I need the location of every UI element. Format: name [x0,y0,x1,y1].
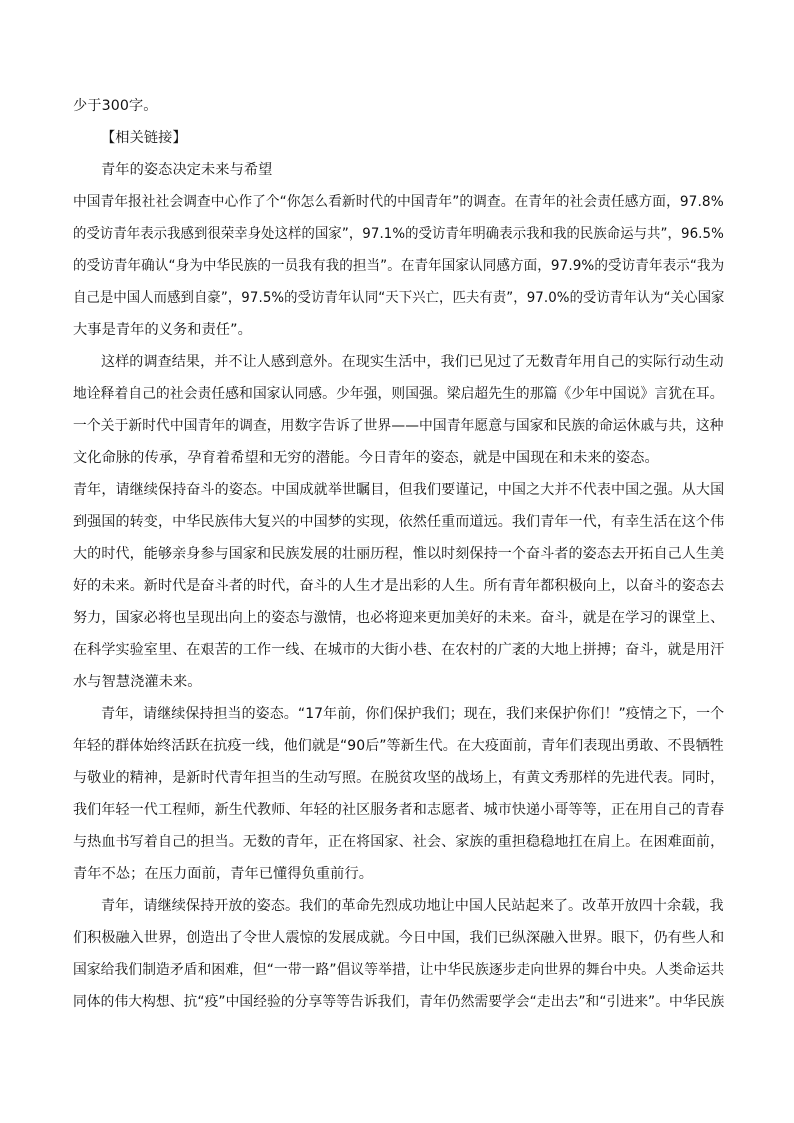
text-line-24: 与热血书写着自己的担当。无数的青年，正在将国家、社会、家族的重担稳稳地扛在肩上。在困难面前， [73,834,725,850]
article-title: 青年的姿态决定未来与希望 [101,162,273,178]
text-line-8: 大事是青年的义务和责任”。 [73,322,252,338]
text-line-18: 在科学实验室里、在艰苦的工作一线、在城市的大街小巷、在农村的广袤的大地上拼搏；奋斗，就是用汗 [73,642,725,658]
text-line-1: 少于300字。 [73,98,158,114]
text-line-13: 青年，请继续保持奋斗的姿态。中国成就举世瞩目，但我们要谨记，中国之大并不代表中国之强。从大国 [73,482,725,498]
text-line-19: 水与智慧浇灌未来。 [73,674,202,690]
text-line-22: 与敬业的精神，是新时代青年担当的生动写照。在脱贫攻坚的战场上，有黄文秀那样的先进代表。同时， [73,770,725,786]
text-line-23: 我们年轻一代工程师，新生代教师、年轻的社区服务者和志愿者、城市快递小哥等等，正在用自己的青春 [73,802,725,818]
text-line-5: 的受访青年表示我感到很荣幸身处这样的国家”，97.1%的受访青年明确表示我和我的民族命运与共”，96.5% [73,226,724,242]
text-line-11: 一个关于新时代中国青年的调查，用数字告诉了世界——中国青年愿意与国家和民族的命运休戚与共，这种 [73,418,724,434]
text-line-17: 努力，国家必将也呈现出向上的姿态与激情，也必将迎来更加美好的未来。奋斗，就是在学习的课堂上、 [73,610,725,626]
text-line-12: 文化命脉的传承，孕育着希望和无穷的潜能。今日青年的姿态，就是中国现在和未来的姿态。 [73,450,659,466]
text-line-15: 大的时代，能够亲身参与国家和民族发展的壮丽历程，惟以时刻保持一个奋斗者的姿态去开拓自己人生美 [73,546,725,562]
text-line-27: 们积极融入世界，创造出了令世人震惊的发展成就。今日中国，我们已纵深融入世界。眼下，仍有些人和 [73,930,725,946]
text-line-9: 这样的调查结果，并不让人感到意外。在现实生活中，我们已见过了无数青年用自己的实际行动生动 [101,354,724,370]
text-line-16: 好的未来。新时代是奋斗者的时代，奋斗的人生才是出彩的人生。所有青年都积极向上，以奋斗的姿态去 [73,578,725,594]
text-line-20: 青年，请继续保持担当的姿态。“17年前，你们保护我们；现在，我们来保护你们！”疫情之下，一个 [101,706,725,722]
text-line-4: 中国青年报社社会调查中心作了个“你怎么看新时代的中国青年”的调查。在青年的社会责任感方面，97.8% [73,194,724,210]
text-line-21: 年轻的群体始终活跃在抗疫一线，他们就是“90后”等新生代。在大疫面前，青年们表现出勇敢、不畏牺牲 [73,738,724,754]
text-line-28: 国家给我们制造矛盾和困难，但“一带一路”倡议等举措，让中华民族逐步走向世界的舞台中央。人类命运共 [73,962,725,978]
text-line-10: 地诠释着自己的社会责任感和国家认同感。少年强，则国强。梁启超先生的那篇《少年中国说》言犹在耳。 [73,386,724,402]
text-line-14: 到强国的转变，中华民族伟大复兴的中国梦的实现，依然任重而道远。我们青年一代，有幸生活在这个伟 [73,514,725,530]
text-line-29: 同体的伟大构想、抗“疫”中国经验的分享等等告诉我们，青年仍然需要学会“走出去”和“引进来”。中华民族 [73,994,725,1010]
text-line-26: 青年，请继续保持开放的姿态。我们的革命先烈成功地让中国人民站起来了。改革开放四十余载，我 [101,898,724,914]
text-line-6: 的受访青年确认“身为中华民族的一员我有我的担当”。在青年国家认同感方面，97.9%的受访青年表示“我为 [73,258,725,274]
text-line-25: 青年不怂；在压力面前，青年已懂得负重前行。 [73,866,374,882]
text-line-7: 自己是中国人而感到自豪”，97.5%的受访青年认同“天下兴亡，匹夫有责”，97.0%的受访青年认为“关心国家 [73,290,725,306]
section-heading-related-links: 【相关链接】 [101,130,187,146]
